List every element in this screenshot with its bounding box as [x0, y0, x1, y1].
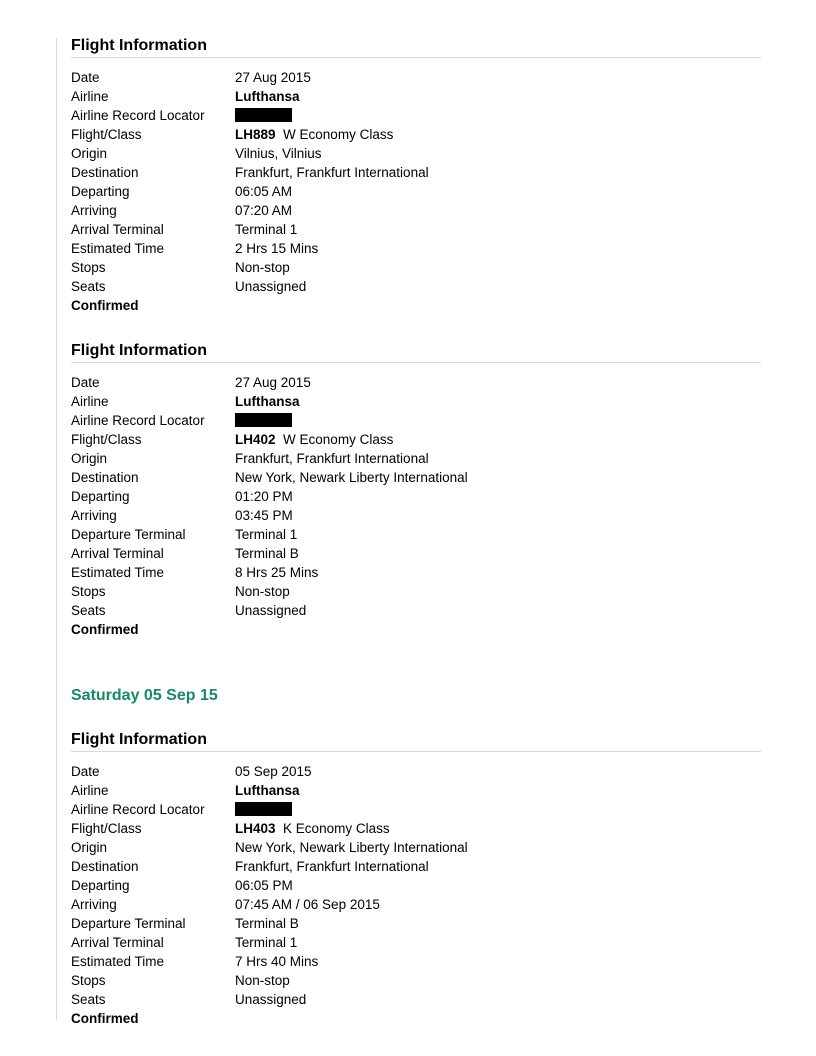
value-estimated-time: 2 Hrs 15 Mins	[235, 241, 319, 256]
label-record-locator: Airline Record Locator	[71, 802, 205, 817]
value-departing: 06:05 AM	[235, 184, 293, 199]
cabin-class: W Economy Class	[283, 432, 394, 447]
label-seats: Seats	[71, 279, 106, 294]
value-record-locator	[235, 800, 761, 819]
label-origin: Origin	[71, 840, 108, 855]
row-estimated-time	[71, 563, 761, 582]
label-seats: Seats	[71, 992, 106, 1007]
value-seats: Unassigned	[235, 603, 307, 618]
label-origin: Origin	[71, 451, 108, 466]
label-departure-terminal: Departure Terminal	[71, 916, 186, 931]
row-seats	[71, 990, 761, 1009]
row-destination	[71, 468, 761, 487]
value-date: 27 Aug 2015	[235, 375, 311, 390]
row-destination	[71, 857, 761, 876]
label-flight-class: Flight/Class	[71, 821, 142, 836]
value-departing: 01:20 PM	[235, 489, 293, 504]
value-arrival-terminal: Terminal 1	[235, 935, 298, 950]
row-arrival-terminal	[71, 933, 761, 952]
left-margin-rule	[56, 38, 57, 1020]
label-estimated-time: Estimated Time	[71, 241, 165, 256]
value-stops: Non-stop	[235, 584, 290, 599]
label-departure-terminal: Departure Terminal	[71, 527, 186, 542]
label-record-locator: Airline Record Locator	[71, 108, 205, 123]
value-seats: Unassigned	[235, 992, 307, 1007]
row-flight-class	[71, 125, 761, 144]
itinerary-content	[71, 36, 761, 1028]
label-flight-class: Flight/Class	[71, 127, 142, 142]
label-date: Date	[71, 375, 100, 390]
label-origin: Origin	[71, 146, 108, 161]
flight-segment-3	[71, 730, 761, 1028]
flight-segment-2	[71, 341, 761, 639]
label-departing: Departing	[71, 184, 130, 199]
value-destination: Frankfurt, Frankfurt International	[235, 165, 429, 180]
flight-details	[71, 68, 761, 315]
value-estimated-time: 8 Hrs 25 Mins	[235, 565, 319, 580]
row-seats	[71, 277, 761, 296]
label-departing: Departing	[71, 878, 130, 893]
label-departing: Departing	[71, 489, 130, 504]
row-record-locator	[71, 800, 761, 819]
flight-number: LH402	[235, 432, 276, 447]
redaction-block	[235, 802, 292, 816]
label-stops: Stops	[71, 973, 106, 988]
row-estimated-time	[71, 239, 761, 258]
value-origin: New York, Newark Liberty International	[235, 840, 468, 855]
row-arriving	[71, 895, 761, 914]
row-departure-terminal	[71, 525, 761, 544]
row-stops	[71, 258, 761, 277]
label-stops: Stops	[71, 260, 106, 275]
row-flight-class	[71, 430, 761, 449]
value-departure-terminal: Terminal 1	[235, 527, 298, 542]
value-origin: Vilnius, Vilnius	[235, 146, 322, 161]
row-date	[71, 68, 761, 87]
status-confirmed: Confirmed	[71, 1011, 139, 1026]
cabin-class: K Economy Class	[283, 821, 390, 836]
row-airline	[71, 781, 761, 800]
row-flight-class	[71, 819, 761, 838]
row-arriving	[71, 506, 761, 525]
value-airline: Lufthansa	[235, 783, 300, 798]
label-flight-class: Flight/Class	[71, 432, 142, 447]
row-estimated-time	[71, 952, 761, 971]
flight-number: LH403	[235, 821, 276, 836]
value-arriving: 07:20 AM	[235, 203, 293, 218]
flight-number: LH889	[235, 127, 276, 142]
row-departing	[71, 487, 761, 506]
value-arrival-terminal: Terminal B	[235, 546, 299, 561]
status-confirmed: Confirmed	[71, 298, 139, 313]
flight-details	[71, 762, 761, 1028]
value-record-locator	[235, 106, 761, 125]
label-stops: Stops	[71, 584, 106, 599]
section-title: Flight Information	[71, 36, 761, 58]
label-arrival-terminal: Arrival Terminal	[71, 546, 164, 561]
value-date: 27 Aug 2015	[235, 70, 311, 85]
row-origin	[71, 449, 761, 468]
label-date: Date	[71, 70, 100, 85]
row-date	[71, 373, 761, 392]
label-arriving: Arriving	[71, 897, 117, 912]
row-record-locator	[71, 106, 761, 125]
label-arrival-terminal: Arrival Terminal	[71, 222, 164, 237]
value-origin: Frankfurt, Frankfurt International	[235, 451, 429, 466]
value-airline: Lufthansa	[235, 394, 300, 409]
redaction-block	[235, 413, 292, 427]
row-departing	[71, 182, 761, 201]
row-seats	[71, 601, 761, 620]
row-arrival-terminal	[71, 220, 761, 239]
row-departure-terminal	[71, 914, 761, 933]
label-airline: Airline	[71, 783, 109, 798]
value-flight-class	[235, 430, 761, 449]
row-arrival-terminal	[71, 544, 761, 563]
value-flight-class	[235, 819, 761, 838]
cabin-class: W Economy Class	[283, 127, 394, 142]
value-airline: Lufthansa	[235, 89, 300, 104]
row-date	[71, 762, 761, 781]
section-title: Flight Information	[71, 730, 761, 752]
value-seats: Unassigned	[235, 279, 307, 294]
value-arrival-terminal: Terminal 1	[235, 222, 298, 237]
flight-details	[71, 373, 761, 639]
label-arriving: Arriving	[71, 508, 117, 523]
value-departure-terminal: Terminal B	[235, 916, 299, 931]
row-departing	[71, 876, 761, 895]
status-confirmed: Confirmed	[71, 622, 139, 637]
day-heading: Saturday 05 Sep 15	[71, 687, 218, 704]
value-destination: Frankfurt, Frankfurt International	[235, 859, 429, 874]
label-destination: Destination	[71, 165, 139, 180]
row-record-locator	[71, 411, 761, 430]
row-stops	[71, 582, 761, 601]
value-flight-class	[235, 125, 761, 144]
label-estimated-time: Estimated Time	[71, 954, 165, 969]
label-airline: Airline	[71, 89, 109, 104]
label-destination: Destination	[71, 470, 139, 485]
label-record-locator: Airline Record Locator	[71, 413, 205, 428]
label-estimated-time: Estimated Time	[71, 565, 165, 580]
value-record-locator	[235, 411, 761, 430]
row-airline	[71, 87, 761, 106]
value-departing: 06:05 PM	[235, 878, 293, 893]
value-date: 05 Sep 2015	[235, 764, 312, 779]
label-arrival-terminal: Arrival Terminal	[71, 935, 164, 950]
value-arriving: 07:45 AM / 06 Sep 2015	[235, 897, 380, 912]
redaction-block	[235, 108, 292, 122]
row-origin	[71, 144, 761, 163]
flight-segment-1	[71, 36, 761, 315]
value-stops: Non-stop	[235, 973, 290, 988]
value-stops: Non-stop	[235, 260, 290, 275]
row-arriving	[71, 201, 761, 220]
value-estimated-time: 7 Hrs 40 Mins	[235, 954, 319, 969]
label-destination: Destination	[71, 859, 139, 874]
value-destination: New York, Newark Liberty International	[235, 470, 468, 485]
row-airline	[71, 392, 761, 411]
label-date: Date	[71, 764, 100, 779]
row-destination	[71, 163, 761, 182]
row-stops	[71, 971, 761, 990]
label-seats: Seats	[71, 603, 106, 618]
label-airline: Airline	[71, 394, 109, 409]
row-origin	[71, 838, 761, 857]
section-title: Flight Information	[71, 341, 761, 363]
label-arriving: Arriving	[71, 203, 117, 218]
value-arriving: 03:45 PM	[235, 508, 293, 523]
